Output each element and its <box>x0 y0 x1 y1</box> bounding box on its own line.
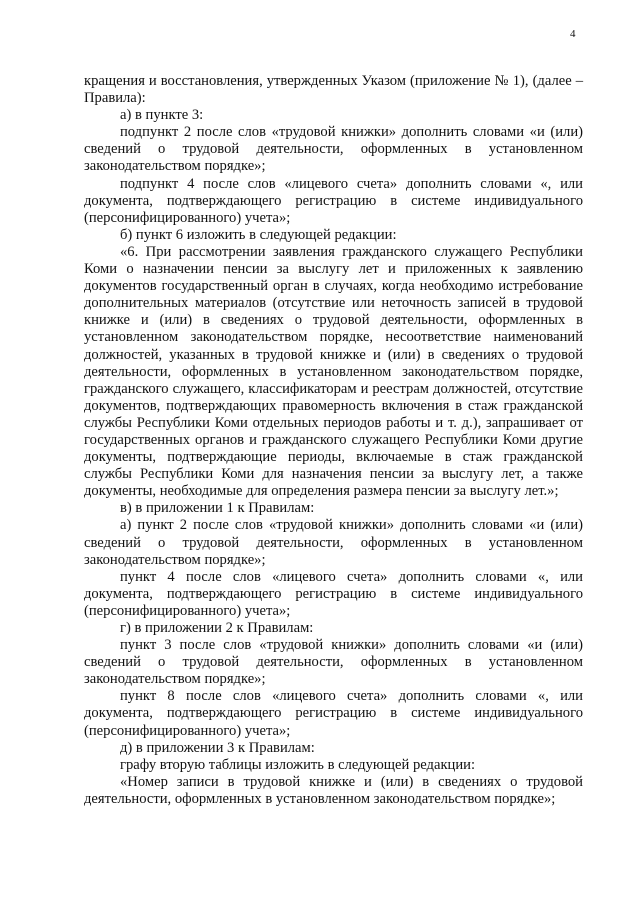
paragraph-2: а) в пункте 3: <box>120 107 204 124</box>
paragraph-10: г) в приложении 2 к Правилам: <box>120 620 314 636</box>
paragraph-7: в) в приложении 1 к Правилам: <box>120 500 315 517</box>
paragraph-11: пункт 3 после слов «трудовой книжки» дополнить словами «и (или) сведений о трудовой деятельности, оформленных в установленном законодательством порядке»; <box>84 637 583 688</box>
paragraph-15: «Номер записи в трудовой книжке и (или) в сведениях о трудовой деятельности, оформленных в установленном законодательством порядке»; <box>84 773 583 807</box>
paragraph-9: пункт 4 после слов «лицевого счета» дополнить словами «, или документа, подтверждающего регистрацию в системе индивидуального (персонифицированного) учета»; <box>84 568 583 619</box>
paragraph-8: а) пункт 2 после слов «трудовой книжки» дополнить словами «и (или) сведений о трудовой деятельности, оформленных в установленном законодательством порядке»; <box>84 517 583 568</box>
paragraph-4: подпункт 4 после слов «лицевого счета» дополнить словами «, или документа, подтверждающего регистрацию в системе индивидуального (персонифицированного) учета»; <box>84 175 583 226</box>
document-body <box>84 73 583 808</box>
paragraph-14: графу вторую таблицы изложить в следующей редакции: <box>120 756 476 773</box>
paragraph-13: д) в приложении 3 к Правилам: <box>120 739 315 756</box>
paragraph-1: кращения и восстановления, утвержденных Указом (приложение № 1), (далее – Правила): <box>84 73 583 107</box>
page-number: 4 <box>570 28 576 40</box>
paragraph-3: подпункт 2 после слов «трудовой книжки» дополнить словами «и (или) сведений о трудовой деятельности, оформленных в установленном законодательством порядке»; <box>84 124 583 175</box>
paragraph-12: пункт 8 после слов «лицевого счета» дополнить словами «, или документа, подтверждающего регистрацию в системе индивидуального (персонифицированного) учета»; <box>84 688 583 739</box>
paragraph-5: б) пункт 6 изложить в следующей редакции: <box>120 226 397 243</box>
paragraph-6: «6. При рассмотрении заявления гражданского служащего Республики Коми о назначении пенсии за выслугу лет и приложенных к заявлению документов государственный орган в случаях, когда необходимо истребование дополнительных материалов (отсутствие или неточность записей в трудовой книжке и (или) в сведениях о трудовой деятельности, оформленных в установленном законодательством порядке, несоответствие наименований должностей, указанных в трудовой книжке и (или) в сведениях о трудовой деятельности, оформленных в установленном законодательством порядке, гражданского служащего, классификаторам и реестрам должностей, отсутствие документов, подтверждающих правомерность включения в стаж гражданской службы Республики Коми отдельных периодов работы и т. д.), запрашивает от государственных органов и гражданского служащего Республики Коми другие документы, подтверждающие периоды, включаемые в стаж гражданской службы Республики Коми для назначения пенсии за выслугу лет, а также документы, необходимые для определения размера пенсии за выслугу лет.»; <box>84 243 583 500</box>
